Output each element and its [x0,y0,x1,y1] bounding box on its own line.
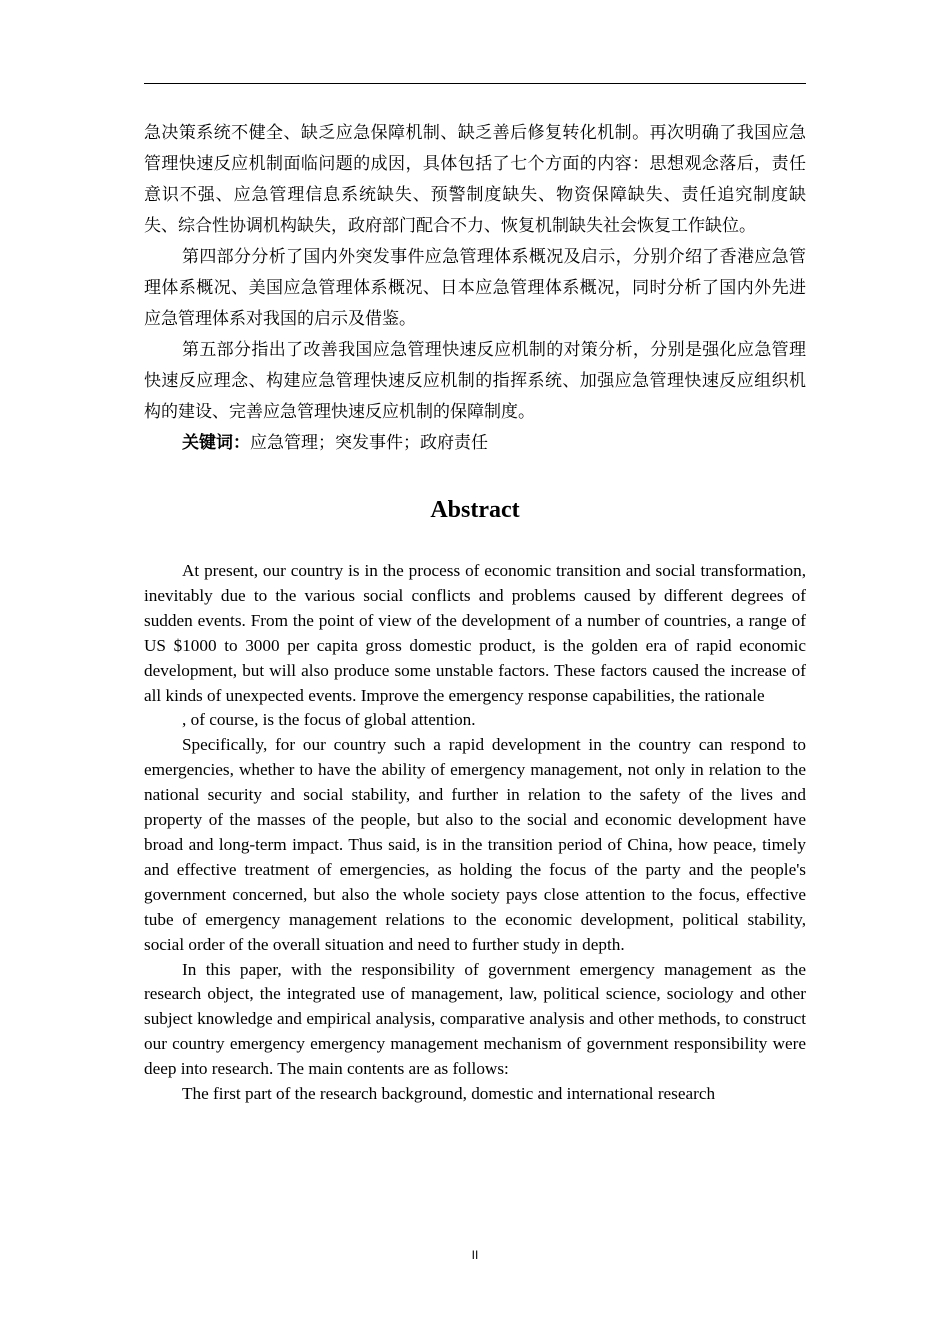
header-rule [144,83,806,84]
page-body [144,118,806,1107]
english-abstract [144,559,806,1107]
keywords-label: 关键词： [182,433,250,453]
keywords-text: 应急管理；突发事件；政府责任 [250,433,488,453]
cn-paragraph-part5: 第五部分指出了改善我国应急管理快速反应机制的对策分析，分别是强化应急管理快速反应理念、构建应急管理快速反应机制的指挥系统、加强应急管理快速反应组织机构的建设、完善应急管理快速反应机制的保障制度。 [144,340,806,422]
en-paragraph: In this paper, with the responsibility of government emergency management as the research object, the integrated use of management, law, political science, sociology and other subject knowledge and empirical analysis, comparative analysis and other methods, to construct our country emergency emergency management mechanism of government responsibility were deep into research. The main contents are as follows: [144,959,806,1079]
cn-paragraph-part4: 第四部分分析了国内外突发事件应急管理体系概况及启示，分别介绍了香港应急管理体系概况、美国应急管理体系概况、日本应急管理体系概况，同时分析了国内外先进应急管理体系对我国的启示及借鉴。 [144,247,806,329]
page-number: II [471,1248,479,1262]
abstract-title: Abstract [430,497,520,523]
en-paragraph: , of course, is the focus of global attention. [182,710,476,730]
keywords-line [144,428,806,459]
en-paragraph: At present, our country is in the process of economic transition and social transformation, inevitably due to the various social conflicts and problems caused by different degrees of sudden events. From the point of view of the development of a number of countries, a range of US $1000 to 3000 per capita gross domestic product, is the golden era of rapid economic development, but will also produce some unstable factors. These factors caused the increase of all kinds of unexpected events. Improve the emergency response capabilities, the rationale [144,561,806,705]
chinese-abstract [144,118,806,459]
en-paragraph: Specifically, for our country such a rapid development in the country can respond to emergencies, whether to have the ability of emergency management, not only in relation to the national security and social stability, and further in relation to the safety of the lives and property of the masses of the people, but also to the social and economic development have broad and long-term impact. Thus said, is in the transition period of China, how peace, timely and effective treatment of emergencies, as holding the focus of the party and the people's government concerned, but also the whole society pays close attention to the focus, effective tube of emergency management relations to the economic development, political stability, social order of the overall situation and need to further study in depth. [144,735,806,954]
en-paragraph: The first part of the research background, domestic and international research [182,1084,716,1104]
cn-paragraph-continuation: 急决策系统不健全、缺乏应急保障机制、缺乏善后修复转化机制。再次明确了我国应急管理快速反应机制面临问题的成因，具体包括了七个方面的内容：思想观念落后，责任意识不强、应急管理信息系统缺失、预警制度缺失、物资保障缺失、责任追究制度缺失、综合性协调机构缺失，政府部门配合不力、恢复机制缺失社会恢复工作缺位。 [144,123,806,236]
